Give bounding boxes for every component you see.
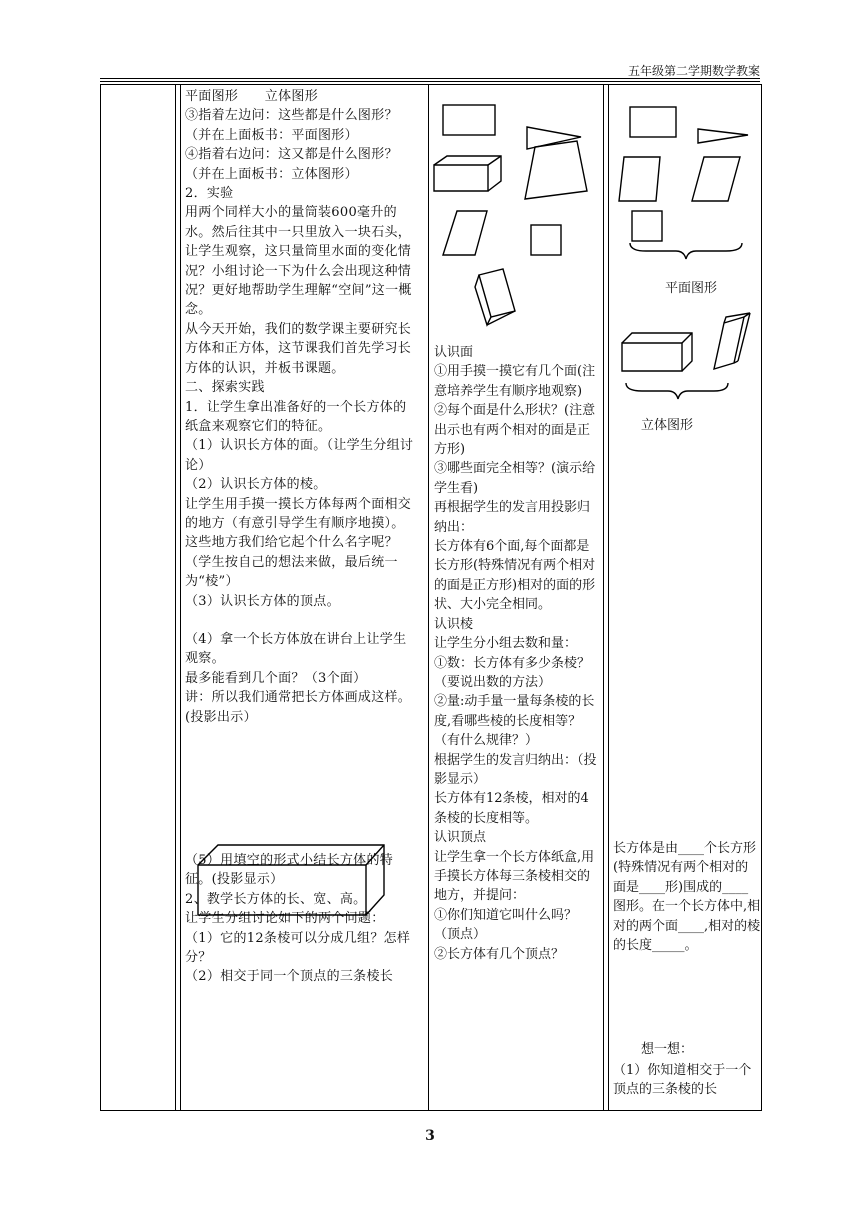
column-divider-1-inner [180,85,181,1110]
brace-plane [630,243,742,259]
solid-figures [616,313,756,423]
text-line: 2．实验 [185,186,234,202]
column-divider-3 [603,85,604,1110]
text-line: 长方体有6个面,每个面都是长方形(特殊情况有两个相对的面是正方形)相对的面的形状、大小完全相同。 [434,539,596,613]
text-line: （1）它的12条棱可以分成几组？怎样分？ [185,930,411,966]
text-line: （2）认识长方体的棱。 [185,477,327,493]
parallelogram-shape [692,157,740,201]
trapezoid-shape [619,157,660,201]
cuboid-shape [622,343,682,371]
text-line: 让学生分小组去数和量： [434,636,578,652]
square-shape [531,225,561,255]
trapezoid-shape [525,141,587,199]
text-line: （5）用填空的形式小结长方体的特征。(投影显示） [185,853,394,888]
text-line: 让学生用手摸一摸长方体每两个面相交的地方（有意引导学生有顺序地摸）。这些地方我们给它起个什么名字呢？（学生按自己的想法来做，最后统一为“棱”） [185,496,412,590]
tilted-cuboid-shape [479,269,515,317]
text-line: 让学生分组讨论如下的两个问题： [185,911,385,927]
text-line: 讲：所以我们通常把长方体画成这样。(投影出示） [185,690,412,725]
text-line: ①数：长方体有多少条棱？（要说出数的方法） [434,655,591,690]
think-question-1: （1）你知道相交于一个顶点的三条棱的长 [613,1063,752,1098]
section-heading: 认识棱 [434,616,474,632]
plane-figures [616,101,756,261]
page-number: 3 [425,1128,435,1144]
rectangle-shape [443,105,495,135]
text-line: 最多能看到几个面？（3个面） [185,670,367,686]
think-title: 想一想： [641,1042,694,1057]
text-line: ④指着右边问：这又都是什么图形？（并在上面板书：立体图形） [185,147,398,182]
parallelogram-shape [443,211,487,255]
caption-plane: 平面图形 [665,281,718,296]
methods-column [434,343,600,964]
column-divider-2 [428,85,429,1110]
cuboid-drawing [196,843,386,923]
text-line: （4）拿一个长方体放在讲台上让学生观察。 [185,631,407,667]
triangle-shape [698,129,748,143]
text-line: （3）认识长方体的顶点。 [185,593,340,609]
summary-fill-in: 长方体是由____个长方形(特殊情况有两个相对的面是____形)围成的____图形。在一个长方体中,相对的两个面____,相对的棱的长度_____。 [613,841,761,954]
text-line: 平面图形 立体图形 [185,89,319,104]
text-line: 2、教学长方体的长、宽、高。 [185,891,367,907]
section-heading: 认识面 [434,345,474,360]
text-line: （1）认识长方体的面。（让学生分组讨论） [185,438,414,473]
text-line: ③指着左边问：这些都是什么图形？（并在上面板书：平面图形） [185,108,398,143]
text-line: 再根据学生的发言用投影归纳出： [434,500,591,535]
header-title: 五年级第二学期数学教案 [627,64,760,78]
text-line: ②量:动手量一量每条棱的长度,看哪些棱的长度相等？（有什么规律？） [434,694,595,749]
section-heading: 认识顶点 [434,830,487,846]
brace-solid [626,383,728,399]
text-line: ①用手摸一摸它有几个面(注意培养学生有顺序地观察) [434,364,596,399]
shapes-mixed [431,99,601,329]
section-heading: 二、探索实践 [185,380,265,396]
text-line: ①你们知道它叫什么吗？（顶点） [434,907,578,943]
square-shape [632,211,662,241]
text-line: 根据学生的发言归纳出：（投影显示） [434,752,597,787]
header-rule-secondary [100,81,760,82]
text-line: 1．让学生拿出准备好的一个长方体的纸盒来观察它们的特征。 [185,399,407,434]
cuboid-shape [434,165,488,191]
text-line: 让学生拿一个长方体纸盒,用手摸长方体每三条棱相交的地方，并提问： [434,849,595,904]
text-line: ②长方体有几个顶点？ [434,946,565,962]
caption-solid: 立体图形 [641,418,694,433]
text-line: ②每个面是什么形状？(注意出示也有两个相对的面是正方形) [434,403,596,458]
rectangle-shape [630,107,676,137]
text-line: ③哪些面完全相等？(演示给学生看) [434,461,596,496]
text-line: （2）相交于同一个顶点的三条棱长 [185,969,394,985]
triangle-shape [527,127,581,149]
header-rule [100,78,760,79]
column-divider-1 [175,85,176,1110]
column-divider-3-inner [608,85,609,1110]
tilted-cuboid-shape [714,317,744,369]
lesson-table [100,84,762,1111]
text-line: 用两个同样大小的量筒装600毫升的水。然后往其中一只里放入一块石头，让学生观察，这只量筒里水面的变化情况？小组讨论一下为什么会出现这种情况？更好地帮助学生理解“空间”这一概念。 [185,205,412,318]
text-line: 从今天开始，我们的数学课主要研究长方体和正方体，这节课我们首先学习长方体的认识，并板书课题。 [185,321,412,376]
text-line: 长方体有12条棱，相对的4条棱的长度相等。 [434,791,589,826]
